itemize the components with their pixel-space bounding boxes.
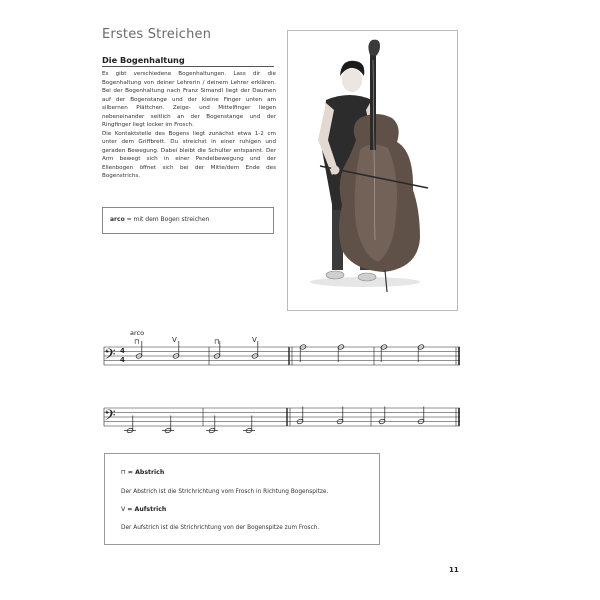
page-title: Erstes Streichen [102,27,212,42]
arco-term: arco [110,216,125,223]
upbow-label: = Aufstrich [127,506,167,513]
upbow-mark: V [172,336,177,344]
time-sig-bottom: 4 [120,356,125,364]
downbow-label: = Abstrich [127,469,165,476]
downbow-symbol: ⊓ [121,469,126,476]
upbow-explanation: Der Aufstrich ist die Strichrichtung von der Bogenspitze zum Frosch. [121,525,320,531]
page-number: 11 [449,566,459,574]
staff-2 [104,408,460,426]
downbow-mark: ⊓ [214,338,220,346]
upbow-symbol: V [121,506,126,513]
downbow-heading [121,469,164,476]
staff-1 [104,347,460,365]
staff-2-notes [124,407,425,434]
downbow-mark: ⊓ [134,338,140,346]
upbow-heading [121,506,166,513]
paragraph-bow-hold: Es gibt verschiedene Bogenhaltungen. Lass dir die Bogenhaltung von deiner Lehrerin / deinem Lehrer erklären. Bei der Bogenhaltung nach Franz Simandl liegt der Daumen auf der Bogenstange und der kleine Finger unten am silbernen Plättchen. Zeige- und Mittelfinger liegen nebeneinander seitlich an der Bogenstange und der Ringfinger liegt locker im Frosch. [102,71,276,128]
arco-marking: arco [130,329,145,337]
paragraph-contact-point: Die Kontaktstelle des Bogens liegt zunächst etwa 1-2 cm unter dem Griffbrett. Du streichst in einer ruhigen und geraden Bewegung. Dabei bleibt die Schulter entspannt. Der Arm bewegt sich in einer Pendelbewegung und der Ellenbogen öffnet sich bei der Mitte/dem Ende des Bogenstrichs. [102,130,276,179]
bass-clef-1: 𝄢 [104,346,116,367]
upbow-mark: V [252,336,257,344]
arco-meaning: = mit dem Bogen streichen [124,216,210,223]
section-title: Die Bogenhaltung [102,55,185,65]
downbow-explanation: Der Abstrich ist die Strichrichtung vom Frosch in Richtung Bogenspitze. [121,489,329,495]
time-sig-top: 4 [120,347,125,355]
bow-direction-legend [104,453,380,545]
bass-clef-2: 𝄢 [104,407,116,428]
